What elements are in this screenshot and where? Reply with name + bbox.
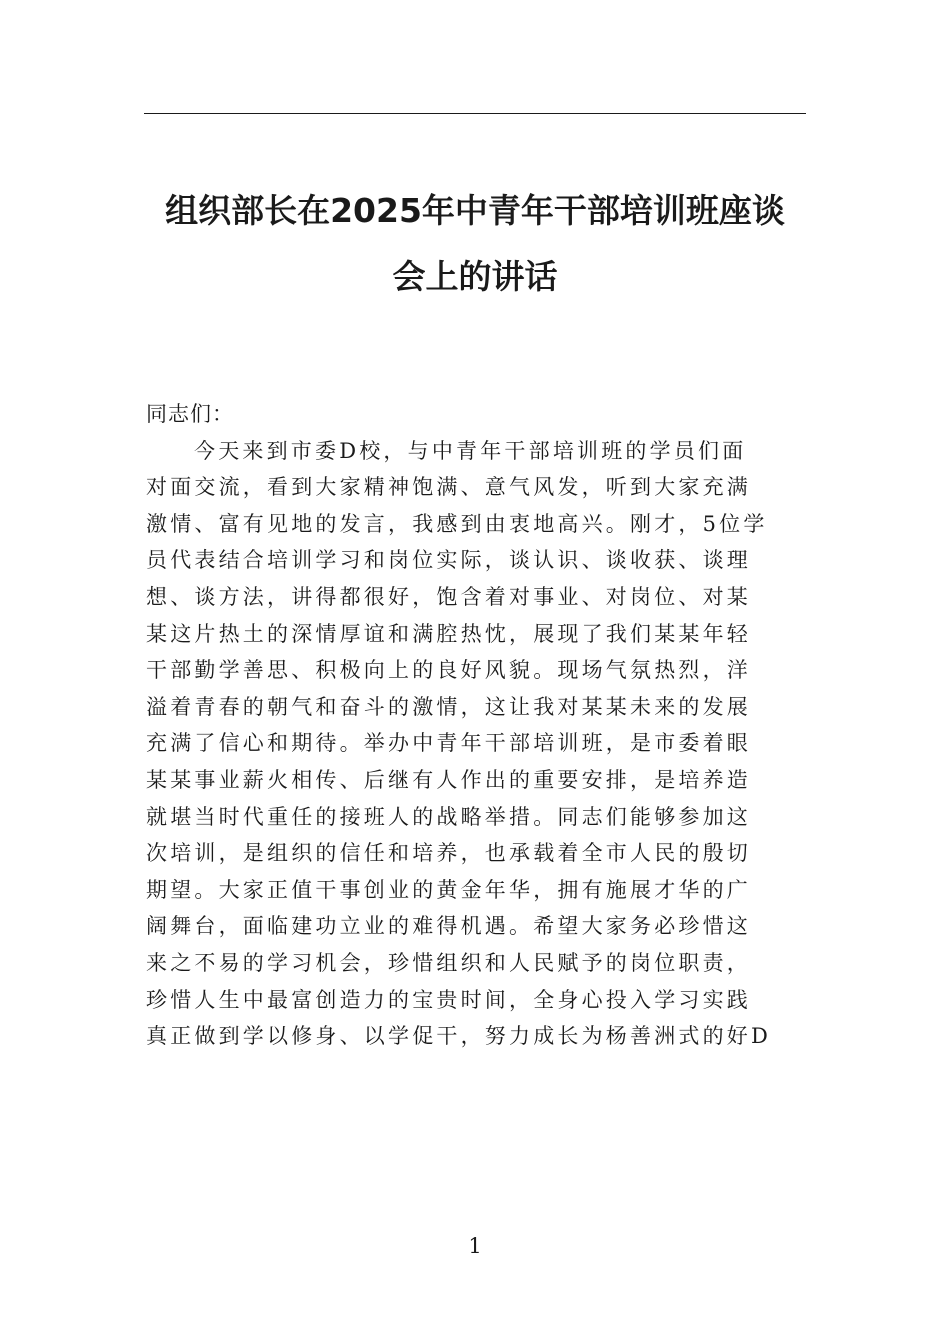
salutation: 同志们： bbox=[146, 402, 234, 426]
body-line: 就堪当时代重任的接班人的战略举措。同志们能够参加这 bbox=[146, 804, 751, 829]
body-line: 溢着青春的朝气和奋斗的激情，这让我对某某未来的发展 bbox=[146, 694, 751, 719]
body-line: 次培训，是组织的信任和培养，也承载着全市人民的殷切 bbox=[146, 841, 751, 866]
body-line: 某某事业薪火相传、后继有人作出的重要安排，是培养造 bbox=[146, 767, 751, 792]
body-line: 真正做到学以修身、以学促干，努力成长为杨善洲式的好D bbox=[146, 1024, 772, 1049]
title-line-2: 会上的讲话 bbox=[392, 257, 558, 296]
body-line: 激情、富有见地的发言，我感到由衷地高兴。刚才，5位学 bbox=[146, 511, 768, 536]
body-line: 对面交流，看到大家精神饱满、意气风发，听到大家充满 bbox=[146, 475, 751, 500]
body-line: 来之不易的学习机会，珍惜组织和人民赋予的岗位职责， bbox=[146, 950, 751, 975]
header-rule bbox=[144, 113, 806, 114]
body-paragraph bbox=[146, 433, 808, 1055]
body-line: 阔舞台，面临建功立业的难得机遇。希望大家务必珍惜这 bbox=[146, 914, 751, 939]
body-line: 珍惜人生中最富创造力的宝贵时间，全身心投入学习实践 bbox=[146, 987, 751, 1012]
body-line: 想、谈方法，讲得都很好，饱含着对事业、对岗位、对某 bbox=[146, 584, 751, 609]
body-line: 某这片热土的深情厚谊和满腔热忱，展现了我们某某年轻 bbox=[146, 621, 751, 646]
document-title bbox=[144, 178, 806, 310]
page-number: 1 bbox=[468, 1234, 482, 1258]
body-line: 充满了信心和期待。举办中青年干部培训班，是市委着眼 bbox=[146, 731, 751, 756]
document-body bbox=[146, 396, 808, 1055]
body-line: 今天来到市委D校，与中青年干部培训班的学员们面 bbox=[194, 438, 747, 463]
body-line: 期望。大家正值干事创业的黄金年华，拥有施展才华的广 bbox=[146, 877, 751, 902]
title-line-1: 组织部长在2025年中青年干部培训班座谈 bbox=[165, 191, 785, 230]
body-line: 干部勤学善思、积极向上的良好风貌。现场气氛热烈，洋 bbox=[146, 658, 751, 683]
body-line: 员代表结合培训学习和岗位实际，谈认识、谈收获、谈理 bbox=[146, 548, 751, 573]
